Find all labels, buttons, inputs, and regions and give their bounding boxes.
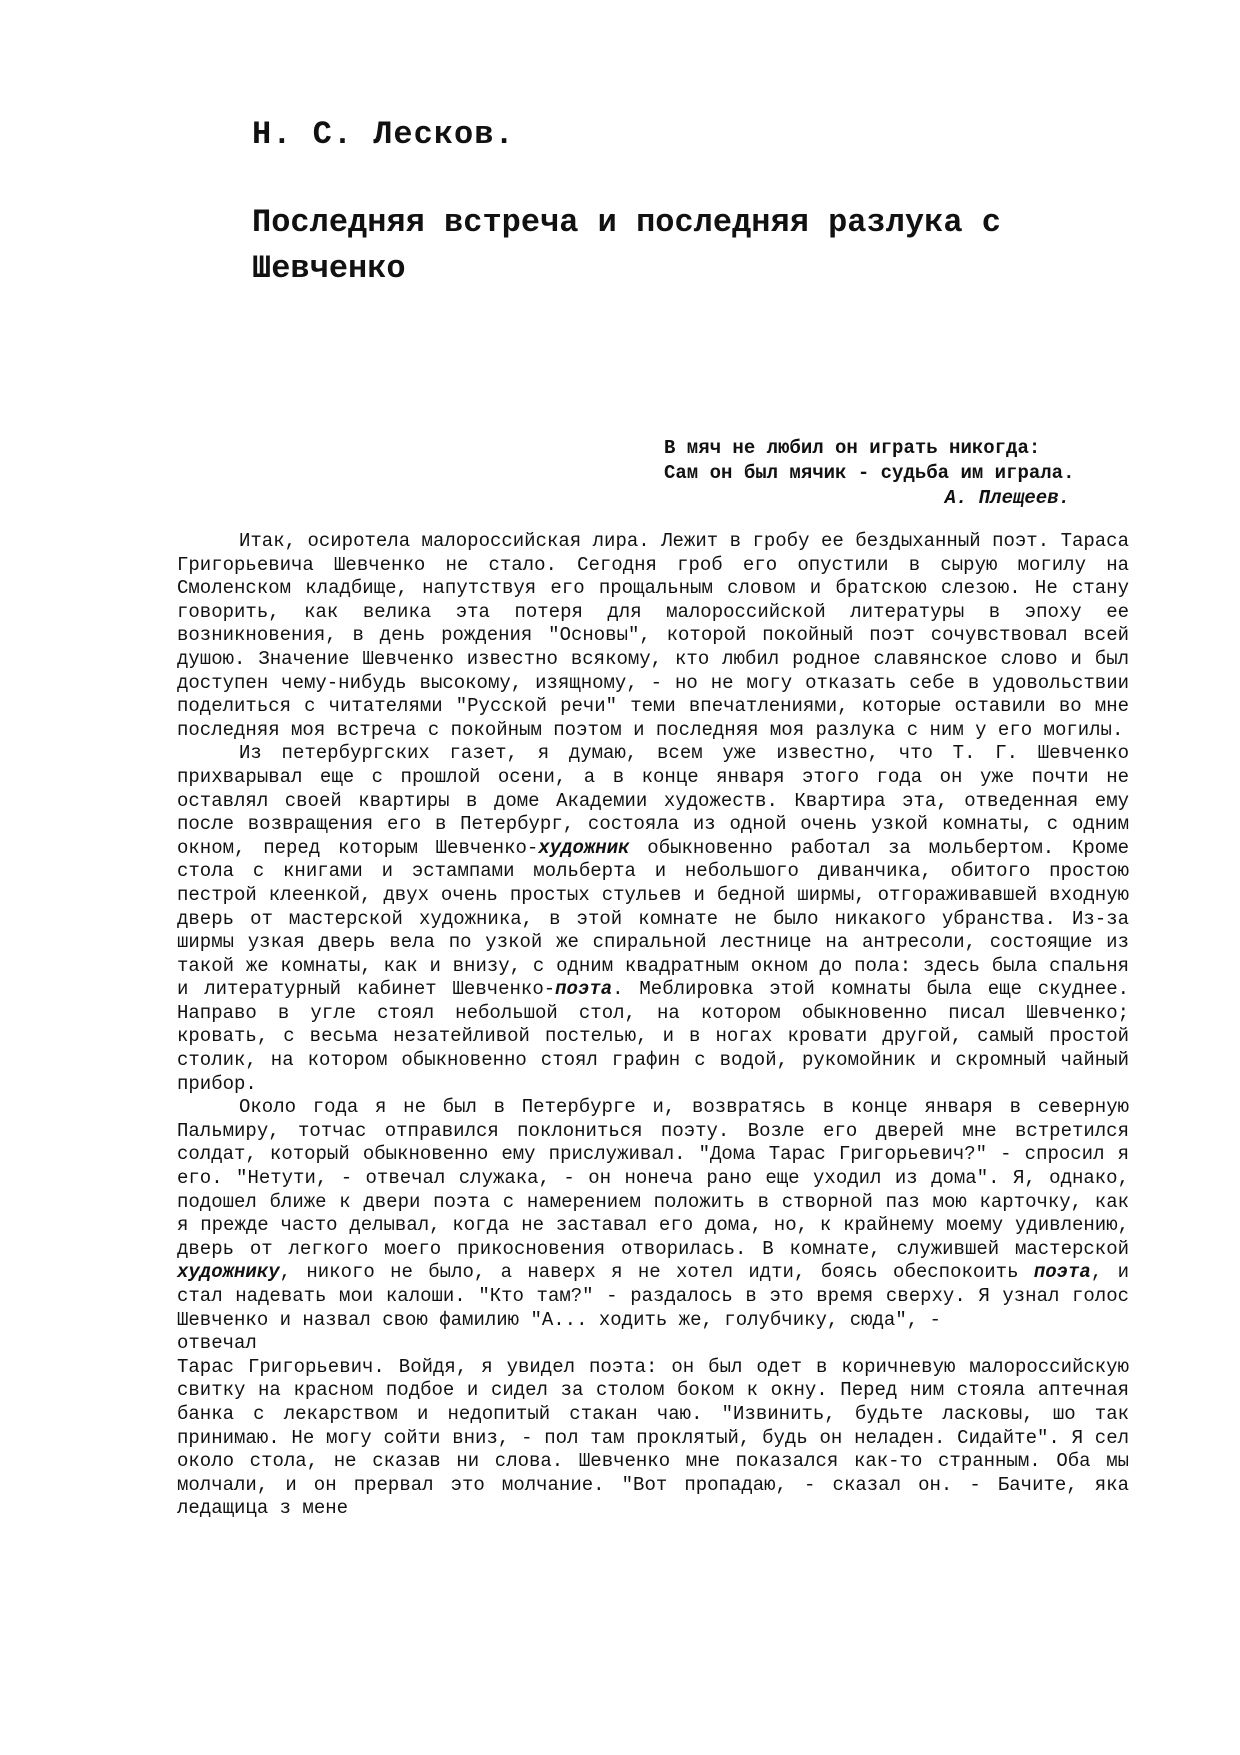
paragraph-text: Около года я не был в Петербурге и, возвратясь в конце января в северную Пальмиру, тотчас отправился поклониться поэту. Возле его дверей мне встретился солдат, который обыкновенно ему прислуживал. "Дома Тарас Григорьевич?" - спросил я его. "Нетути, - отвечал служака, - он нонеча рано еще уходил из дома". Я, однако, подошел ближе к двери поэта с намерением положить в створной паз мою карточку, как я прежде часто делывал, когда не заставал его дома, но, к крайнему моему удивлению, дверь от легкого моего прикосновения отворилась. В комнате, служившей мастерской [177,1096,1129,1260]
paragraph-2 [177,742,1129,1096]
document-title: Последняя встреча и последняя разлука с Шевченко [252,204,1001,287]
paragraph-text: , никого не было, а наверх я не хотел идти, боясь обеспокоить [279,1261,1034,1284]
paragraph-text: , и стал надевать мои калоши. "Кто там?" - раздалось в это время сверху. Я узнал голос Шевченко и назвал свою фамилию "А... ходить же, голубчику, сюда", - [177,1261,1129,1331]
paragraph-text: отвечал [177,1332,257,1355]
emphasis-word: художник [538,836,630,859]
epigraph [664,436,1084,511]
paragraph-1 [177,530,1129,742]
epigraph-line-1: В мяч не любил он играть никогда: [664,437,1041,459]
paragraph-4 [177,1332,1129,1356]
paragraph-5 [177,1356,1129,1521]
author-name: Н. С. Лесков. [252,116,515,153]
epigraph-line-2: Сам он был мячик - судьба им играла. [664,462,1075,484]
emphasis-word: художнику [177,1261,280,1284]
paragraph-text: Итак, осиротела малороссийская лира. Лежит в гробу ее бездыханный поэт. Тараса Григорьевича Шевченко не стало. Сегодня гроб его опустили в сырую могилу на Смоленском кладбище, напутствуя его прощальным словом и братскою слезою. Не стану говорить, как велика эта потеря для малороссийской литературы в эпоху ее возникновения, в день рождения "Основы", которой покойный поэт сочувствовал всей душою. Значение Шевченко известно всякому, кто любил родное славянское слово и был доступен чему-нибудь высокому, изящному, - но не могу отказать себе в удовольствии поделиться с читателями "Русской речи" теми впечатлениями, которые оставили во мне последняя моя встреча с покойным поэтом и последняя моя разлука с ним у его могилы. [177,530,1129,741]
document-body [177,530,1129,1521]
paragraph-3 [177,1096,1129,1332]
emphasis-word: поэта [555,978,613,1001]
epigraph-signature: А. Плещеев. [944,487,1070,509]
paragraph-text: Тарас Григорьевич. Войдя, я увидел поэта: он был одет в коричневую малороссийскую свитку на красном подбое и сидел за столом боком к окну. Перед ним стояла аптечная банка с лекарством и недопитый стакан чаю. "Извинить, будьте ласковы, шо так принимаю. Не могу сойти вниз, - пол там проклятый, будь он неладен. Сидайте". Я сел около стола, не сказав ни слова. Шевченко мне показался как-то странным. Оба мы молчали, и он прервал это молчание. "Вот пропадаю, - сказал он. - Бачите, яка ледащица з мене [177,1355,1129,1520]
emphasis-word: поэта [1033,1261,1091,1284]
paragraph-text: Из петербургских газет, я думаю, всем уже известно, что Т. Г. Шевченко прихварывал еще с прошлой осени, а в конце января этого года он уже почти не оставлял своей квартиры в доме Академии художеств. Квартира эта, отведенная ему после возвращения его в Петербург, состояла из одной очень узкой комнаты, с одним окном, перед которым Шевченко- [177,742,1129,859]
paragraph-text: . Меблировка этой комнаты была еще скуднее. Направо в угле стоял небольшой стол, на котором обыкновенно писал Шевченко; кровать, с весьма незатейливой постелью, и в ногах кровати другой, самый простой столик, на котором обыкновенно стоял графин с водой, рукомойник и скромный чайный прибор. [177,978,1129,1095]
paragraph-text: обыкновенно работал за мольбертом. Кроме стола с книгами и эстампами мольберта и небольшого диванчика, обитого простою пестрой клеенкой, двух очень простых стульев и бедной ширмы, отгораживавшей входную дверь от мастерской художника, в этой комнате не было никакого убранства. Из-за ширмы узкая дверь вела по узкой же спиральной лестнице на антресоли, состоящие из такой же комнаты, как и внизу, с одним квадратным окном до пола: здесь была спальня и литературный кабинет Шевченко- [177,836,1129,1001]
